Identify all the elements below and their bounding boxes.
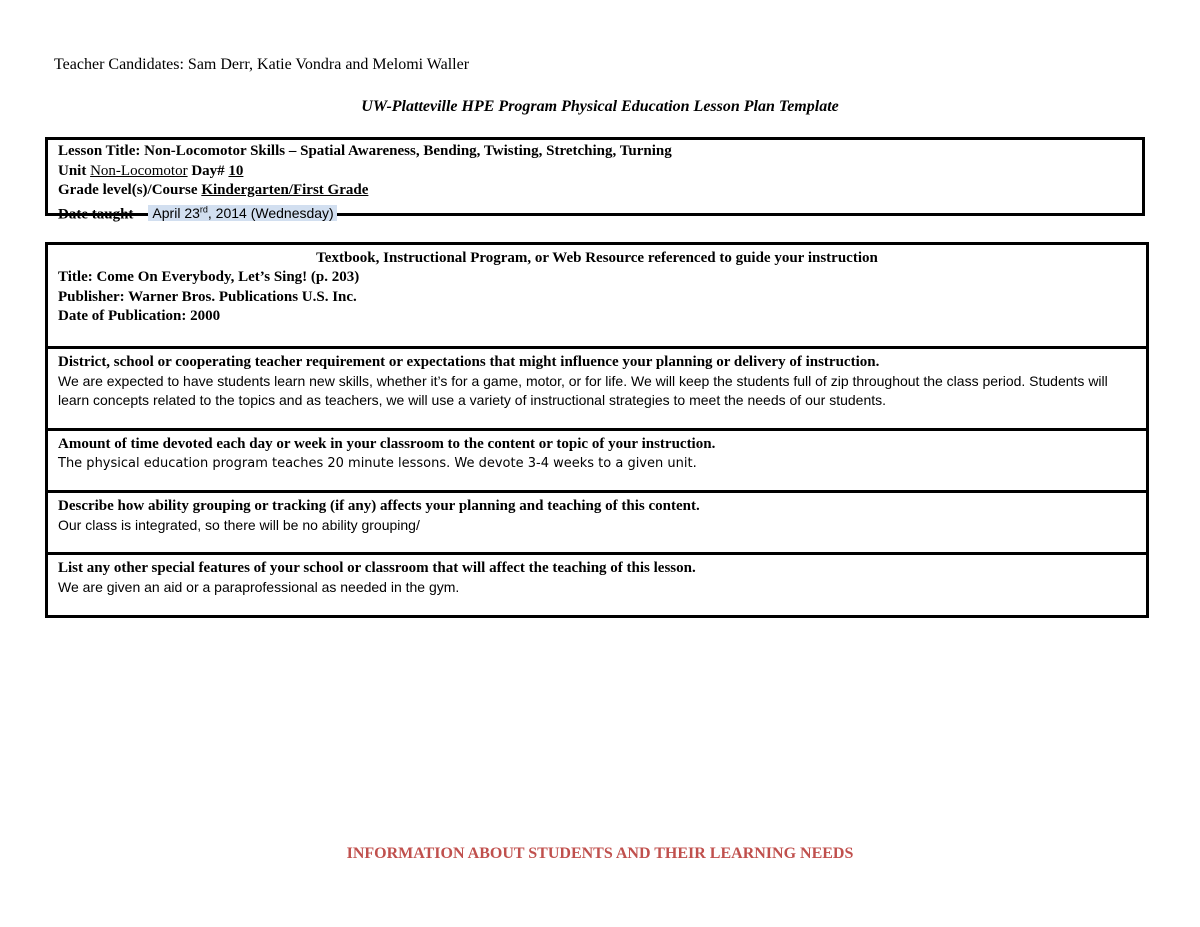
date-value xyxy=(148,205,336,221)
grade-line xyxy=(58,181,1132,201)
reference-publisher: Publisher: Warner Bros. Publications U.S. Inc. xyxy=(58,288,357,305)
context-table xyxy=(45,242,1149,618)
requirements-body: We are expected to have students learn new skills, whether it’s for a game, motor, or for life. We will keep the students full of zip throughout the class period. Students will learn concepts related to the topics and as teachers, we will use a variety of instructional strategies to meet the needs of our students. xyxy=(58,373,1108,408)
teacher-candidates: Teacher Candidates: Sam Derr, Katie Vondra and Melomi Waller xyxy=(54,56,470,73)
students-info-heading: INFORMATION ABOUT STUDENTS AND THEIR LEARNING NEEDS xyxy=(346,845,854,862)
grouping-heading: Describe how ability grouping or tracking (if any) affects your planning and teaching of this content. xyxy=(58,498,700,514)
lesson-info-box xyxy=(45,137,1145,223)
unit-label: Unit xyxy=(58,162,87,179)
special-features-section xyxy=(48,555,1146,615)
unit-line xyxy=(58,162,1132,182)
unit-value: Non-Locomotor xyxy=(90,162,188,179)
reference-heading: Textbook, Instructional Program, or Web Resource referenced to guide your instruction xyxy=(316,250,878,266)
grade-label: Grade level(s)/Course xyxy=(58,182,198,198)
day-value: 10 xyxy=(228,162,244,179)
grouping-section xyxy=(48,493,1146,555)
grouping-body: Our class is integrated, so there will be no ability grouping/ xyxy=(58,517,420,533)
time-section xyxy=(48,431,1146,493)
date-label: Date taught – xyxy=(58,206,145,223)
requirements-section xyxy=(48,349,1146,431)
reference-title: Title: Come On Everybody, Let’s Sing! (p. 203) xyxy=(58,269,360,285)
reference-date: Date of Publication: 2000 xyxy=(58,308,221,324)
reference-section xyxy=(48,245,1146,349)
time-body: The physical education program teaches 20 minute lessons. We devote 3-4 weeks to a given unit. xyxy=(58,456,697,471)
document-title: UW-Platteville HPE Program Physical Education Lesson Plan Template xyxy=(361,98,839,115)
special-features-body: We are given an aid or a paraprofessional as needed in the gym. xyxy=(58,579,460,595)
date-month-day: April 23 xyxy=(152,205,200,222)
lesson-title: Lesson Title: Non-Locomotor Skills – Spatial Awareness, Bending, Twisting, Stretching, Turning xyxy=(58,143,672,159)
date-rest: , 2014 (Wednesday) xyxy=(207,205,334,222)
date-suffix: rd xyxy=(199,204,208,215)
day-label: Day# xyxy=(191,162,225,179)
date-line xyxy=(58,201,1132,225)
time-heading: Amount of time devoted each day or week in your classroom to the content or topic of your instruction. xyxy=(58,436,716,452)
requirements-heading: District, school or cooperating teacher requirement or expectations that might influence your planning or delivery of instruction. xyxy=(58,354,880,370)
grade-value: Kindergarten/First Grade xyxy=(201,182,369,198)
special-features-heading: List any other special features of your school or classroom that will affect the teaching of this lesson. xyxy=(58,560,696,576)
